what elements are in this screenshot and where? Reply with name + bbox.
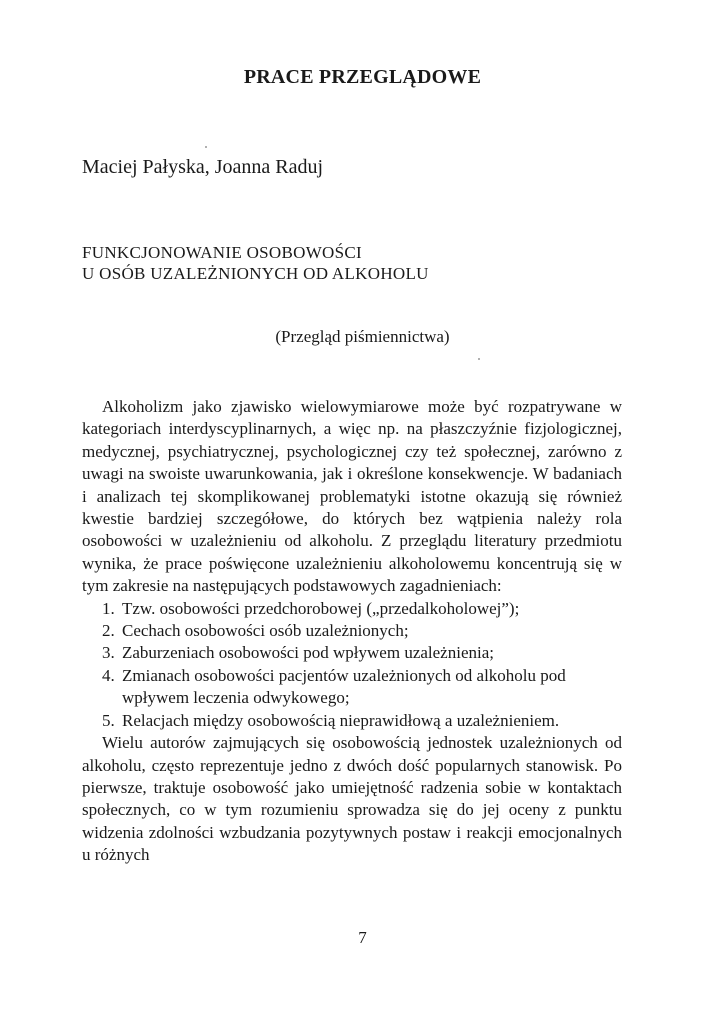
article-title-line-2: U OSÓB UZALEŻNIONYCH OD ALKOHOLU [82, 264, 429, 283]
list-item-text: Tzw. osobowości przedchorobowej („przedalkoholowej”); [122, 598, 520, 618]
list-item-number: 4. [102, 665, 115, 685]
list-item [82, 665, 622, 710]
scan-speck [205, 146, 207, 148]
section-title: PRACE PRZEGLĄDOWE [243, 66, 482, 88]
list-item-text: Zmianach osobowości pacjentów uzależnionych od alkoholu pod wpływem leczenia odwykowego; [122, 665, 566, 708]
list-item-number: 1. [102, 598, 115, 618]
second-paragraph: Wielu autorów zajmujących się osobowością jednostek uzależnionych od alkoholu, często reprezentuje jedno z dwóch dość popularnych stanowisk. Po pierwsze, traktuje osobowość jako umiejętność radzenia sobie w kontaktach społecznych, co w tym rozumieniu sprowadza się do jej oceny z punktu widzenia zdolności wzbudzania pozytywnych postaw i reakcji emocjonalnych u różnych [82, 733, 622, 865]
list-item [82, 598, 622, 620]
article-title [82, 242, 429, 284]
article-subtitle: (Przegląd piśmiennictwa) [275, 327, 450, 346]
list-item-number: 2. [102, 621, 115, 641]
list-item-text: Cechach osobowości osób uzależnionych; [122, 621, 409, 641]
topics-list [82, 598, 622, 732]
page-number: 7 [358, 928, 367, 947]
intro-paragraph: Alkoholizm jako zjawisko wielowymiarowe może być rozpatrywane w kategoriach interdyscyplinarnych, a więc np. na płaszczyźnie fizjologicznej, medycznej, psychiatrycznej, psychologicznej czy też społecznej, zarówno z uwagi na swoiste uwarunkowania, jak i określone konsekwencje. W badaniach i analizach tej skomplikowanej problematyki istotne okazują się również kwestie bardziej szczegółowe, do których bez wątpienia należy rola osobowości w uzależnieniu od alkoholu. Z przeglądu literatury przedmiotu wynika, że prace poświęcone uzależnieniu alkoholowemu koncentrują się w tym zakresie na następujących podstawowych zagadnieniach: [82, 397, 622, 596]
list-item [82, 710, 622, 732]
list-item [82, 642, 622, 664]
list-item-number: 3. [102, 643, 115, 663]
scan-speck [478, 358, 480, 360]
list-item-text: Relacjach między osobowością nieprawidłową a uzależnieniem. [122, 710, 560, 730]
list-item-number: 5. [102, 710, 115, 730]
article-authors: Maciej Pałyska, Joanna Raduj [82, 156, 324, 178]
list-item-text: Zaburzeniach osobowości pod wpływem uzależnienia; [122, 643, 494, 663]
article-body [82, 396, 622, 867]
article-title-line-1: FUNKCJONOWANIE OSOBOWOŚCI [82, 243, 362, 262]
list-item [82, 620, 622, 642]
